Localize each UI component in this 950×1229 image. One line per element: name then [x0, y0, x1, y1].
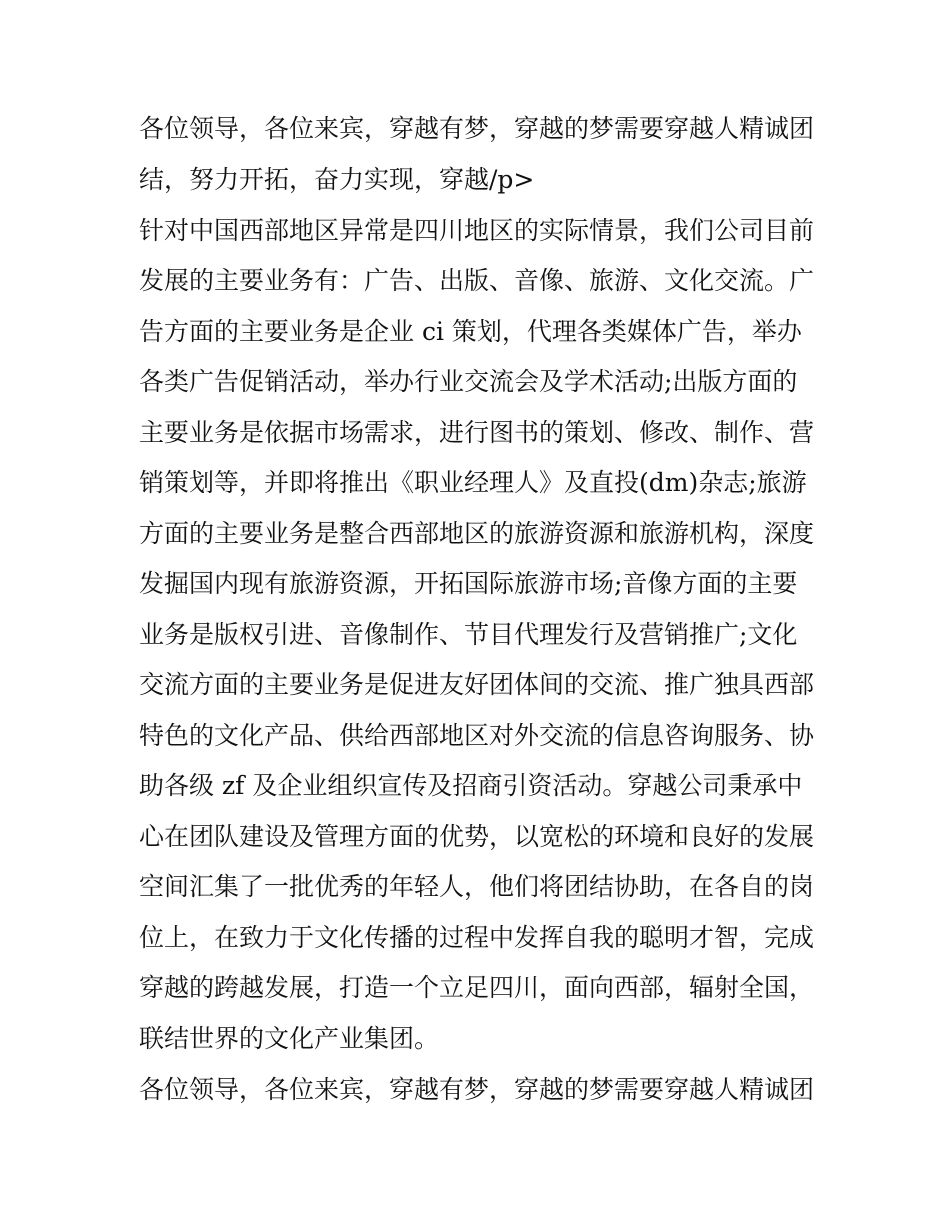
text-line-5: 告方面的主要业务是企业 ci 策划，代理各类媒体广告，举办 [139, 317, 802, 346]
text-line-8: 销策划等，并即将推出《职业经理人》及直投(dm)杂志;旅游 [139, 468, 807, 497]
text-line-2: 结，努力开拓，奋力实现，穿越/p> [139, 165, 535, 194]
text-line-13: 特色的文化产品、供给西部地区对外交流的信息咨询服务、协 [139, 721, 815, 750]
text-line-6: 各类广告促销活动，举办行业交流会及学术活动;出版方面的 [139, 367, 798, 396]
text-line-16: 空间汇集了一批优秀的年轻人，他们将团结协助，在各自的岗 [139, 872, 815, 901]
text-line-17: 位上，在致力于文化传播的过程中发挥自我的聪明才智，完成 [139, 923, 815, 952]
text-line-10: 发掘国内现有旅游资源，开拓国际旅游市场;音像方面的主要 [139, 569, 798, 598]
text-line-4: 发展的主要业务有：广告、出版、音像、旅游、文化交流。广 [139, 266, 815, 295]
text-line-1: 各位领导，各位来宾，穿越有梦，穿越的梦需要穿越人精诚团 [139, 114, 815, 143]
text-line-19: 联结世界的文化产业集团。 [139, 1024, 440, 1053]
text-line-11: 业务是版权引进、音像制作、节目代理发行及营销推广;文化 [139, 620, 798, 649]
text-line-3: 针对中国西部地区异常是四川地区的实际情景，我们公司目前 [139, 216, 815, 245]
text-line-20: 各位领导，各位来宾，穿越有梦，穿越的梦需要穿越人精诚团 [139, 1075, 815, 1104]
text-line-15: 心在团队建设及管理方面的优势，以宽松的环境和良好的发展 [139, 822, 815, 851]
text-line-18: 穿越的跨越发展，打造一个立足四川，面向西部，辐射全国， [139, 973, 815, 1002]
text-line-14: 助各级 zf 及企业组织宣传及招商引资活动。穿越公司秉承中 [139, 771, 803, 800]
text-line-12: 交流方面的主要业务是促进友好团体间的交流、推广独具西部 [139, 670, 815, 699]
text-line-9: 方面的主要业务是整合西部地区的旅游资源和旅游机构，深度 [139, 519, 815, 548]
text-line-7: 主要业务是依据市场需求，进行图书的策划、修改、制作、营 [139, 418, 815, 447]
